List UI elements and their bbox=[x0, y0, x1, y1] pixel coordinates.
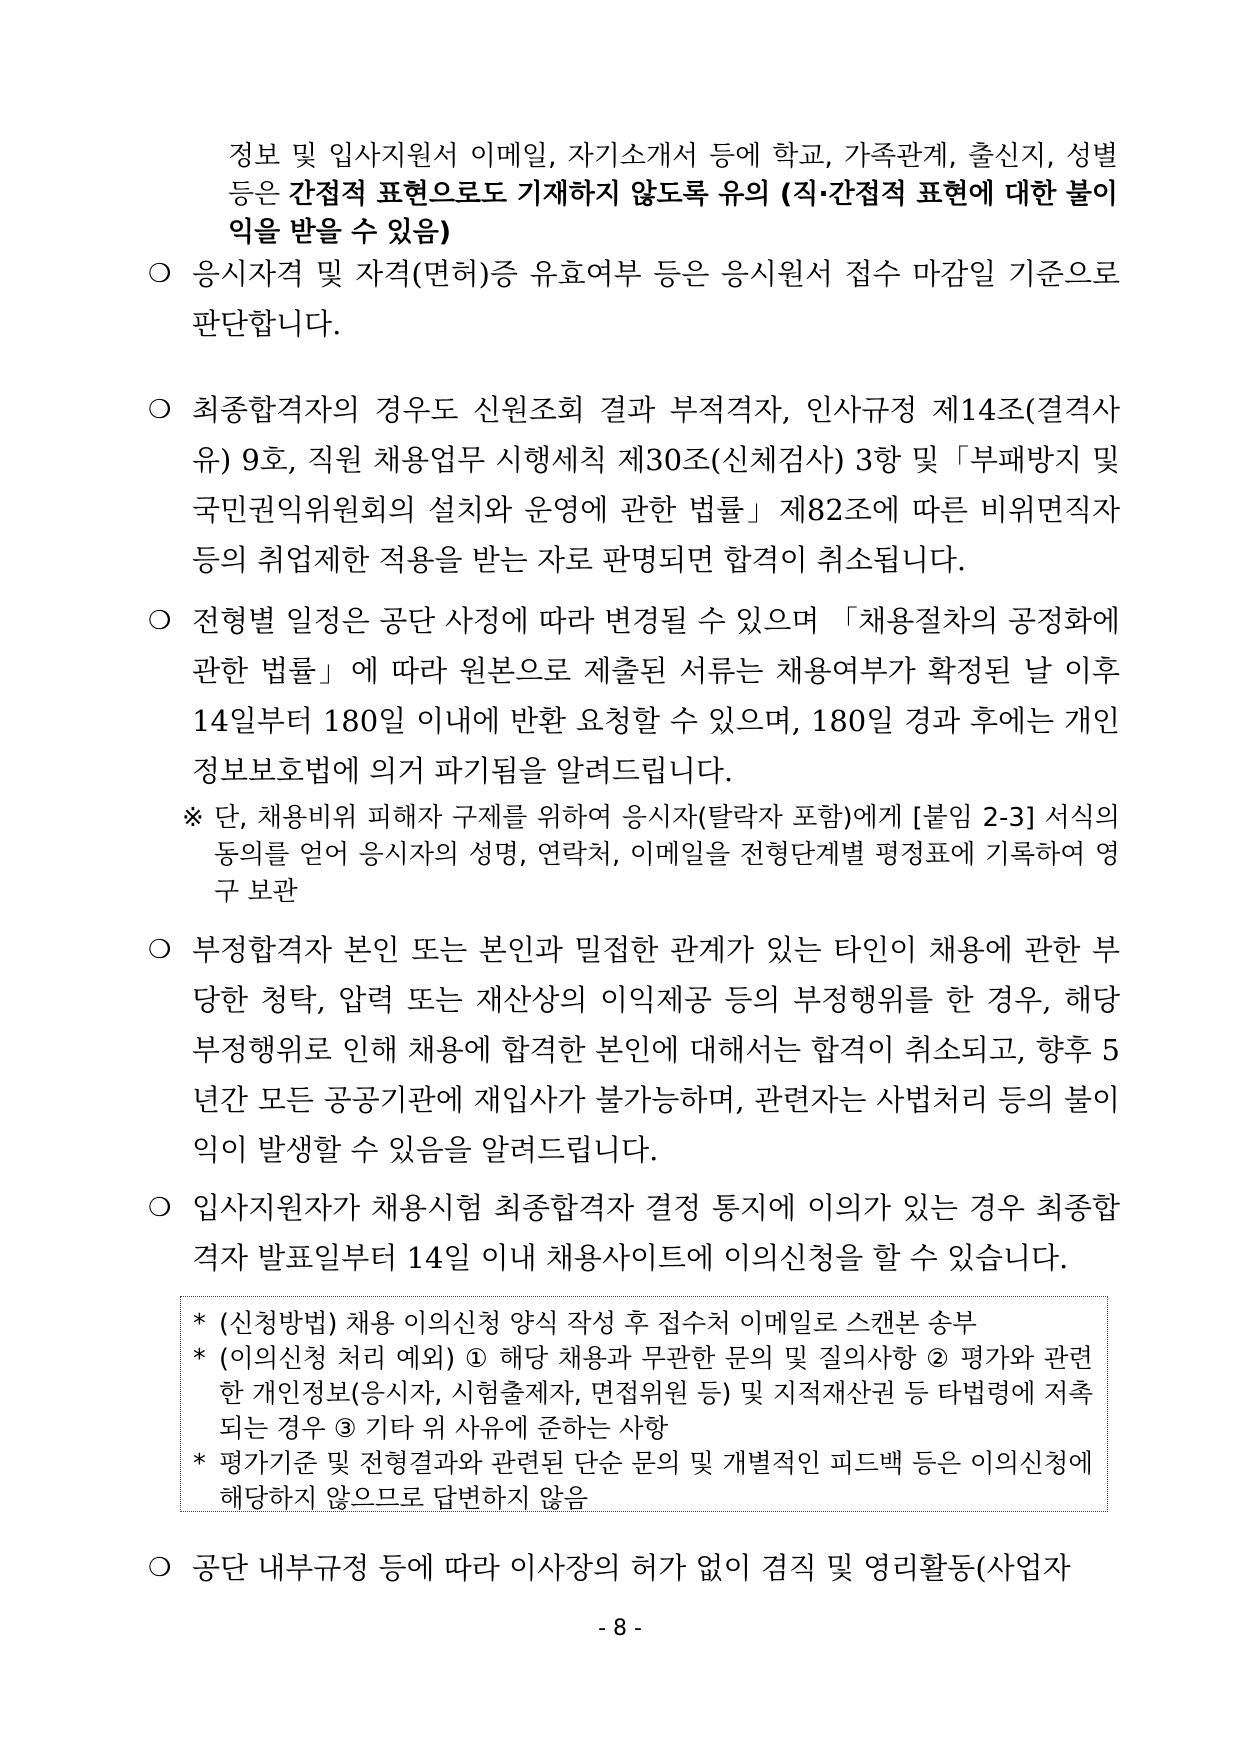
box-item bbox=[189, 1447, 1093, 1517]
box-item-text: 평가기준 및 전형결과와 관련된 단순 문의 및 개별적인 피드백 등은 이의신청에 해당하지 않으므로 답변하지 않음 bbox=[219, 1449, 1093, 1514]
bullet-circle-icon: ❍ bbox=[148, 935, 172, 965]
bullet-item bbox=[148, 596, 1120, 796]
bullet-text: 입사지원자가 채용시험 최종합격자 결정 통지에 이의가 있는 경우 최종합격자 발표일부터 14일 이내 채용사이트에 이의신청을 할 수 있습니다. bbox=[192, 1191, 1120, 1275]
note-paragraph bbox=[182, 800, 1120, 911]
bullet-text: 공단 내부규정 등에 따라 이사장의 허가 없이 겸직 및 영리활동(사업자 bbox=[192, 1551, 1071, 1585]
bullet-item bbox=[148, 1183, 1120, 1283]
bullet-text: 전형별 일정은 공단 사정에 따라 변경될 수 있으며 「채용절차의 공정화에 관한 법률」에 따라 원본으로 제출된 서류는 채용여부가 확정된 날 이후 14일부터 180일 이내에 반환 요청할 수 있으며, 180일 경과 후에는 개인정보보호법에 의거 파기됨을 알려드립니다. bbox=[192, 604, 1120, 788]
reference-mark-icon: ※ bbox=[182, 803, 204, 833]
bullet-circle-icon: ❍ bbox=[148, 1553, 172, 1583]
box-item bbox=[189, 1342, 1093, 1447]
bullet-item bbox=[148, 925, 1120, 1175]
objection-info-box bbox=[180, 1296, 1108, 1512]
bullet-item bbox=[148, 1543, 1120, 1593]
box-item-text: (이의신청 처리 예외) ① 해당 채용과 무관한 문의 및 질의사항 ② 평가와 관련한 개인정보(응시자, 시험출제자, 면접위원 등) 및 지적재산권 등 타법령에 저촉되는 경우 ③ 기타 위 사유에 준하는 사항 bbox=[219, 1344, 1093, 1444]
bullet-text: 응시자격 및 자격(면허)증 유효여부 등은 응시원서 접수 마감일 기준으로 판단합니다. bbox=[192, 257, 1120, 341]
bullet-text: 부정합격자 본인 또는 본인과 밀접한 관계가 있는 타인이 채용에 관한 부당한 청탁, 압력 또는 재산상의 이익제공 등의 부정행위를 한 경우, 해당 부정행위로 인해 채용에 합격한 본인에 대해서는 합격이 취소되고, 향후 5년간 모든 공공기관에 재입사가 불가능하며, 관련자는 사법처리 등의 불이익이 발생할 수 있음을 알려드립니다. bbox=[192, 933, 1120, 1167]
intro-bold-text: 간접적 표현으로도 기재하지 않도록 유의 (직·간접적 표현에 대한 불이익을 받을 수 있음) bbox=[228, 179, 1118, 248]
box-item-text: (신청방법) 채용 이의신청 양식 작성 후 접수처 이메일로 스캔본 송부 bbox=[219, 1309, 977, 1339]
bullet-circle-icon: ❍ bbox=[148, 606, 172, 636]
intro-normal-text: 정보 및 입사지원서 이메일, 자기소개서 등에 학교, 가족관계, 출신지, 성별 등은 bbox=[228, 141, 1118, 210]
bullet-circle-icon: ❍ bbox=[148, 395, 172, 425]
box-item bbox=[189, 1307, 1093, 1342]
bullet-item bbox=[148, 249, 1120, 349]
asterisk-icon: * bbox=[193, 1309, 206, 1339]
bullet-circle-icon: ❍ bbox=[148, 1193, 172, 1223]
bullet-item bbox=[148, 385, 1120, 585]
asterisk-icon: * bbox=[193, 1449, 206, 1479]
bullet-text: 최종합격자의 경우도 신원조회 결과 부적격자, 인사규정 제14조(결격사유) 9호, 직원 채용업무 시행세칙 제30조(신체검사) 3항 및「부패방지 및 국민권익위원회의 설치와 운영에 관한 법률」제82조에 따른 비위면직자 등의 취업제한 적용을 받는 자로 판명되면 합격이 취소됩니다. bbox=[192, 393, 1120, 577]
intro-paragraph bbox=[228, 138, 1118, 252]
asterisk-icon: * bbox=[193, 1344, 206, 1374]
page-number: - 8 - bbox=[598, 1616, 642, 1641]
bullet-circle-icon: ❍ bbox=[148, 259, 172, 289]
note-text: 단, 채용비위 피해자 구제를 위하여 응시자(탈락자 포함)에게 [붙임 2-3] 서식의 동의를 얻어 응시자의 성명, 연락처, 이메일을 전형단계별 평정표에 기록하여 영구 보관 bbox=[214, 803, 1120, 907]
